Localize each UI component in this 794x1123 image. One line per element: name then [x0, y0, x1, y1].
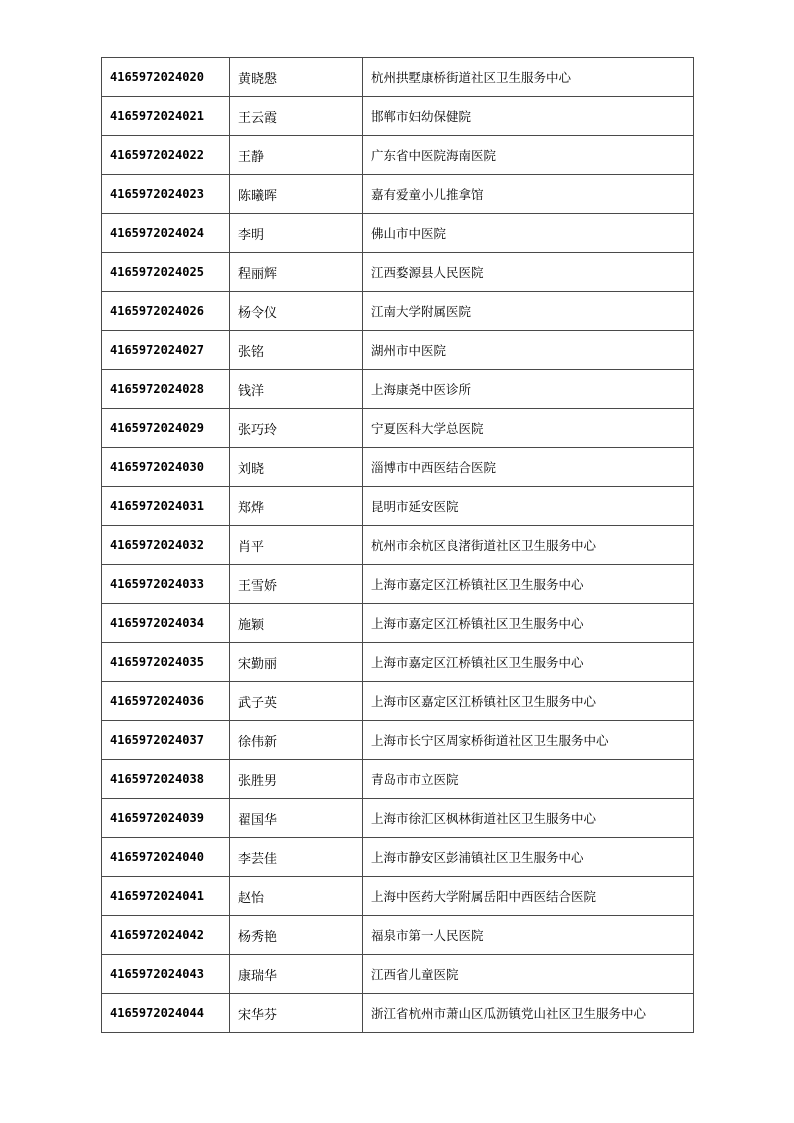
table-row	[102, 253, 694, 292]
organization-cell: 上海中医药大学附属岳阳中西医结合医院	[363, 877, 694, 916]
organization-cell: 上海市嘉定区江桥镇社区卫生服务中心	[363, 643, 694, 682]
name-cell: 李芸佳	[230, 838, 363, 877]
organization-cell: 江南大学附属医院	[363, 292, 694, 331]
organization-cell: 福泉市第一人民医院	[363, 916, 694, 955]
name-cell: 郑烨	[230, 487, 363, 526]
roster-table-body	[102, 58, 694, 1033]
name-cell: 肖平	[230, 526, 363, 565]
table-row	[102, 877, 694, 916]
table-row	[102, 214, 694, 253]
id-cell: 4165972024021	[102, 97, 230, 136]
id-cell: 4165972024020	[102, 58, 230, 97]
organization-cell: 青岛市市立医院	[363, 760, 694, 799]
organization-cell: 宁夏医科大学总医院	[363, 409, 694, 448]
id-cell: 4165972024034	[102, 604, 230, 643]
id-cell: 4165972024031	[102, 487, 230, 526]
organization-cell: 上海市徐汇区枫林街道社区卫生服务中心	[363, 799, 694, 838]
table-row	[102, 292, 694, 331]
name-cell: 宋华芬	[230, 994, 363, 1033]
organization-cell: 邯郸市妇幼保健院	[363, 97, 694, 136]
table-row	[102, 175, 694, 214]
id-cell: 4165972024023	[102, 175, 230, 214]
id-cell: 4165972024030	[102, 448, 230, 487]
name-cell: 李明	[230, 214, 363, 253]
organization-cell: 广东省中医院海南医院	[363, 136, 694, 175]
name-cell: 宋勤丽	[230, 643, 363, 682]
organization-cell: 江西省儿童医院	[363, 955, 694, 994]
organization-cell: 杭州市余杭区良渚街道社区卫生服务中心	[363, 526, 694, 565]
organization-cell: 上海市嘉定区江桥镇社区卫生服务中心	[363, 604, 694, 643]
name-cell: 钱洋	[230, 370, 363, 409]
table-row	[102, 916, 694, 955]
table-row	[102, 838, 694, 877]
organization-cell: 昆明市延安医院	[363, 487, 694, 526]
name-cell: 刘晓	[230, 448, 363, 487]
name-cell: 武子英	[230, 682, 363, 721]
organization-cell: 上海市嘉定区江桥镇社区卫生服务中心	[363, 565, 694, 604]
name-cell: 徐伟新	[230, 721, 363, 760]
table-row	[102, 760, 694, 799]
name-cell: 张巧玲	[230, 409, 363, 448]
id-cell: 4165972024029	[102, 409, 230, 448]
name-cell: 黄晓慇	[230, 58, 363, 97]
id-cell: 4165972024040	[102, 838, 230, 877]
organization-cell: 湖州市中医院	[363, 331, 694, 370]
id-cell: 4165972024025	[102, 253, 230, 292]
table-row	[102, 409, 694, 448]
id-cell: 4165972024044	[102, 994, 230, 1033]
id-cell: 4165972024022	[102, 136, 230, 175]
name-cell: 杨秀艳	[230, 916, 363, 955]
table-row	[102, 526, 694, 565]
organization-cell: 上海市区嘉定区江桥镇社区卫生服务中心	[363, 682, 694, 721]
id-cell: 4165972024041	[102, 877, 230, 916]
table-row	[102, 370, 694, 409]
organization-cell: 佛山市中医院	[363, 214, 694, 253]
table-row	[102, 136, 694, 175]
id-cell: 4165972024032	[102, 526, 230, 565]
name-cell: 张胜男	[230, 760, 363, 799]
organization-cell: 上海康尧中医诊所	[363, 370, 694, 409]
name-cell: 康瑞华	[230, 955, 363, 994]
name-cell: 翟国华	[230, 799, 363, 838]
name-cell: 程丽辉	[230, 253, 363, 292]
table-row	[102, 955, 694, 994]
id-cell: 4165972024036	[102, 682, 230, 721]
id-cell: 4165972024024	[102, 214, 230, 253]
id-cell: 4165972024039	[102, 799, 230, 838]
name-cell: 施颖	[230, 604, 363, 643]
table-row	[102, 604, 694, 643]
table-row	[102, 565, 694, 604]
table-row	[102, 994, 694, 1033]
id-cell: 4165972024033	[102, 565, 230, 604]
table-row	[102, 682, 694, 721]
roster-table	[101, 57, 694, 1033]
organization-cell: 上海市静安区彭浦镇社区卫生服务中心	[363, 838, 694, 877]
table-row	[102, 643, 694, 682]
organization-cell: 浙江省杭州市萧山区瓜沥镇党山社区卫生服务中心	[363, 994, 694, 1033]
table-row	[102, 97, 694, 136]
name-cell: 张铭	[230, 331, 363, 370]
table-row	[102, 331, 694, 370]
id-cell: 4165972024026	[102, 292, 230, 331]
table-row	[102, 448, 694, 487]
id-cell: 4165972024042	[102, 916, 230, 955]
organization-cell: 淄博市中西医结合医院	[363, 448, 694, 487]
organization-cell: 嘉有爱童小儿推拿馆	[363, 175, 694, 214]
table-row	[102, 721, 694, 760]
name-cell: 赵怡	[230, 877, 363, 916]
organization-cell: 杭州拱墅康桥街道社区卫生服务中心	[363, 58, 694, 97]
id-cell: 4165972024027	[102, 331, 230, 370]
id-cell: 4165972024035	[102, 643, 230, 682]
name-cell: 王静	[230, 136, 363, 175]
table-row	[102, 58, 694, 97]
name-cell: 杨令仪	[230, 292, 363, 331]
name-cell: 陈曦晖	[230, 175, 363, 214]
table-row	[102, 799, 694, 838]
name-cell: 王雪娇	[230, 565, 363, 604]
organization-cell: 江西婺源县人民医院	[363, 253, 694, 292]
id-cell: 4165972024037	[102, 721, 230, 760]
id-cell: 4165972024038	[102, 760, 230, 799]
table-row	[102, 487, 694, 526]
name-cell: 王云霞	[230, 97, 363, 136]
id-cell: 4165972024043	[102, 955, 230, 994]
id-cell: 4165972024028	[102, 370, 230, 409]
organization-cell: 上海市长宁区周家桥街道社区卫生服务中心	[363, 721, 694, 760]
